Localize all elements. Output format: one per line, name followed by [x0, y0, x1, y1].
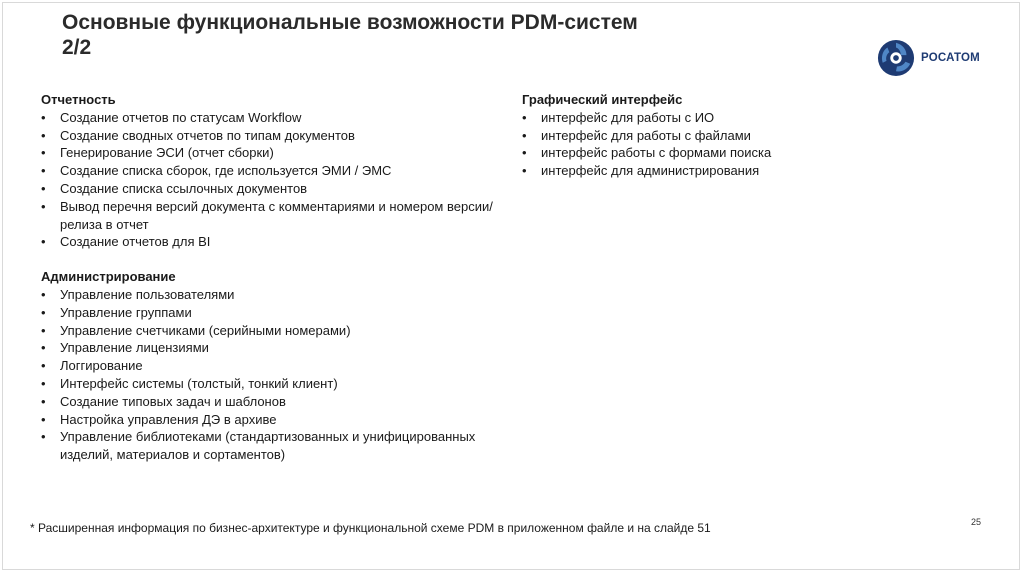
section-gui	[522, 91, 822, 180]
list-item: • Управление группами	[41, 304, 511, 322]
list-item: • Вывод перечня версий документа с комментариями и номером версии/релиза в отчет	[41, 198, 511, 234]
list-administration	[41, 286, 511, 464]
section-heading-administration: Администрирование	[41, 269, 176, 285]
section-administration	[41, 268, 511, 464]
list-item: • Генерирование ЭСИ (отчет сборки)	[41, 144, 511, 162]
right-column	[522, 91, 822, 180]
footnote: * Расширенная информация по бизнес-архитектуре и функциональной схеме PDM в приложенном файле и на слайде 51	[30, 521, 711, 535]
list-item: • Создание типовых задач и шаблонов	[41, 393, 511, 411]
page-title	[62, 10, 782, 60]
section-heading-gui: Графический интерфейс	[522, 92, 683, 107]
title-line-1: Основные функциональные возможности PDM-систем	[62, 11, 638, 34]
list-item: • Управление пользователями	[41, 286, 511, 304]
list-item: • Управление лицензиями	[41, 339, 511, 357]
logo-text: РОСАТОМ	[921, 52, 980, 64]
list-item: • Интерфейс системы (толстый, тонкий клиент)	[41, 375, 511, 393]
list-item: • Создание списка ссылочных документов	[41, 180, 511, 198]
list-item: • Управление библиотеками (стандартизованных и унифицированных изделий, материалов и сортаментов)	[41, 428, 511, 464]
list-item: • Управление счетчиками (серийными номерами)	[41, 322, 511, 340]
list-item: • интерфейс для работы с файлами	[522, 127, 822, 145]
list-item: • Настройка управления ДЭ в архиве	[41, 411, 511, 429]
section-heading-reporting: Отчетность	[41, 92, 116, 107]
list-item: • Создание списка сборок, где используется ЭМИ / ЭМС	[41, 162, 511, 180]
list-item: • Создание отчетов для BI	[41, 233, 511, 251]
list-item: • интерфейс для работы с ИО	[522, 109, 822, 127]
left-column	[41, 91, 511, 464]
list-reporting	[41, 109, 511, 251]
list-item: • интерфейс работы с формами поиска	[522, 144, 822, 162]
list-item: • Создание отчетов по статусам Workflow	[41, 109, 511, 127]
page-number: 25	[971, 517, 982, 527]
logo	[877, 38, 992, 78]
list-item: • Создание сводных отчетов по типам документов	[41, 127, 511, 145]
title-line-2: 2/2	[62, 36, 92, 59]
section-reporting	[41, 91, 511, 251]
rosatom-logo-icon	[877, 39, 915, 77]
list-item: • Логгирование	[41, 357, 511, 375]
list-item: • интерфейс для администрирования	[522, 162, 822, 180]
list-gui	[522, 109, 822, 180]
